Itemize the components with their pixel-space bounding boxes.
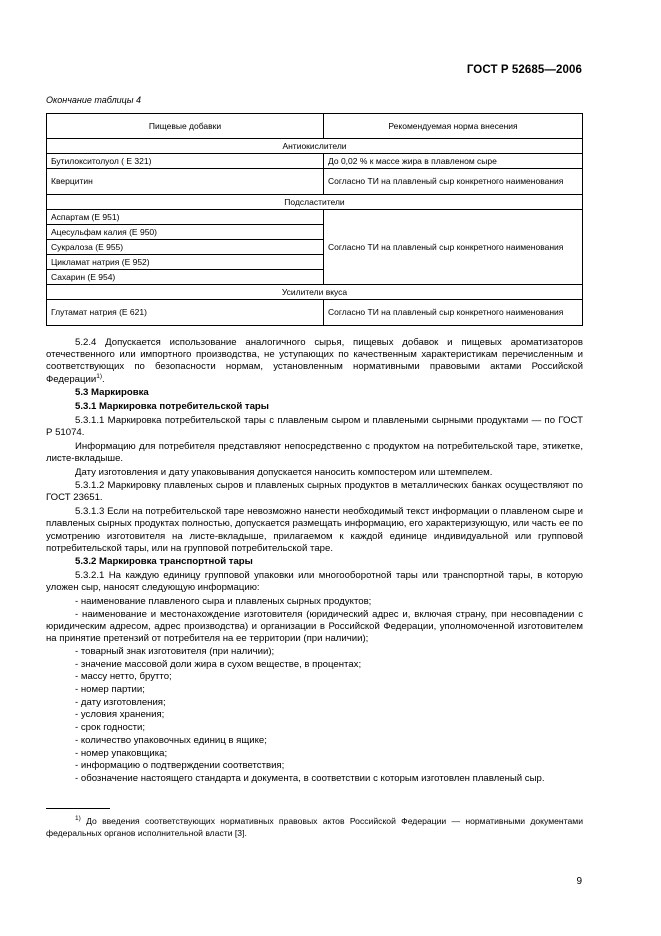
heading-5-3: 5.3 Маркировка <box>75 387 149 399</box>
paragraph-5-3-1-2: 5.3.1.2 Маркировку плавленых сыров и плавленых сырных продуктов в металлических банках осуществляют по ГОСТ 23651. <box>46 480 583 504</box>
list-item: - условия хранения; <box>75 709 165 721</box>
list-item: - количество упаковочных единиц в ящике; <box>75 734 267 746</box>
additive-name: Аспартам (Е 951) <box>47 210 324 225</box>
paragraph-5-3-1-1: 5.3.1.1 Маркировка потребительской тары с плавленым сыром и плавлеными сырными продуктами — по ГОСТ Р 51074. <box>46 414 583 438</box>
group-row-sweeteners <box>47 195 583 210</box>
list-item: - дату изготовления; <box>75 696 166 708</box>
list-item: - наименование плавленого сыра и плавленых сырных продуктов; <box>75 596 372 608</box>
footnote-reference: 1) <box>96 372 103 380</box>
group-title: Усилители вкуса <box>47 285 583 300</box>
list-item: - номер упаковщика; <box>75 747 168 759</box>
list-item: - информацию о подтверждении соответствия; <box>75 760 285 772</box>
footnote-text: До введения соответствующих нормативных правовых актов Российской Федерации — нормативными документами федеральных органов исполнительной власти [3]. <box>46 816 583 838</box>
additive-name: Сахарин (Е 954) <box>47 270 324 285</box>
paragraph-5-3-2-1: 5.3.2.1 На каждую единицу групповой упаковки или многооборотной тары или транспортной тары, в которую уложен сыр, наносят следующую информацию: <box>46 570 583 594</box>
document-code: ГОСТ Р 52685—2006 <box>466 64 582 76</box>
additive-norm: Согласно ТИ на плавленый сыр конкретного наименования <box>324 210 583 285</box>
table-row <box>47 169 583 195</box>
additive-name: Бутилокситолуол ( Е 321) <box>47 154 324 169</box>
table-row <box>47 210 583 225</box>
list-item: - значение массовой доли жира в сухом веществе, в процентах; <box>75 658 362 670</box>
footnote-mark: 1) <box>75 815 81 823</box>
additive-name: Глутамат натрия (Е 621) <box>47 300 324 326</box>
column-header-norm: Рекомендуемая норма внесения <box>324 114 583 139</box>
table-caption: Окончание таблицы 4 <box>46 95 141 105</box>
paragraph-date-marking: Дату изготовления и дату упаковывания допускается наносить компостером или штемпелем. <box>75 466 493 478</box>
table-row <box>47 154 583 169</box>
list-item: - наименование и местонахождение изготовителя (юридический адрес и, включая страну, при несовпадении с юридическим адресом, адрес производства) и организации в Российской Федерации, уполномоченной изготовителем на принятие претензий от потребителя на ее территории (при наличии); <box>46 608 583 645</box>
additive-norm: Согласно ТИ на плавленый сыр конкретного наименования <box>324 169 583 195</box>
column-header-additives: Пищевые добавки <box>47 114 324 139</box>
heading-5-3-2: 5.3.2 Маркировка транспортной тары <box>75 556 253 568</box>
table-row <box>47 300 583 326</box>
list-item: - обозначение настоящего стандарта и документа, в соответствии с которым изготовлен плавленый сыр. <box>75 772 545 784</box>
additive-name: Кверцитин <box>47 169 324 195</box>
group-row-flavor-enhancers <box>47 285 583 300</box>
group-title: Антиокислители <box>47 139 583 154</box>
paragraph-5-2-4: 5.2.4 Допускается использование аналогичного сырья, пищевых добавок и пищевых ароматизаторов отечественного или импортного производства, не уступающих по качественным характеристикам перечисленным и соответствующих по безопасности нормам, установленным нормативными правовыми актами Российской Федерации$^{1)}$. <box>46 337 583 385</box>
additive-name: Цикламат натрия (Е 952) <box>47 255 324 270</box>
heading-5-3-1: 5.3.1 Маркировка потребительской тары <box>75 401 269 413</box>
list-item: - массу нетто, брутто; <box>75 671 172 683</box>
additive-name: Ацесульфам калия (Е 950) <box>47 225 324 240</box>
additive-name: Сукралоза (Е 955) <box>47 240 324 255</box>
body-text <box>46 337 583 786</box>
footnote-divider <box>46 808 110 809</box>
group-title: Подсластители <box>47 195 583 210</box>
paragraph-5-3-1-3: 5.3.1.3 Если на потребительской таре невозможно нанести необходимый текст информации о плавленом сыре и плавленых сырных продуктах полностью, допускается размещать информацию, его характеризующую, или часть ее по усмотрению изготовителя на листе-вкладыше, прилагаемом к каждой единице индивидуальной или групповой потребительской тары, или на групповой потребительской таре. <box>46 506 583 554</box>
additives-table <box>46 113 583 326</box>
page-number: 9 <box>576 876 582 887</box>
additive-norm: До 0,02 % к массе жира в плавленом сыре <box>324 154 583 169</box>
list-item: - номер партии; <box>75 683 145 695</box>
footnote <box>46 815 583 839</box>
list-item: - срок годности; <box>75 722 146 734</box>
additive-norm: Согласно ТИ на плавленый сыр конкретного наименования <box>324 300 583 326</box>
list-item: - товарный знак изготовителя (при наличии); <box>75 645 275 657</box>
group-row-antioxidants <box>47 139 583 154</box>
table-header-row <box>47 114 583 139</box>
paragraph-consumer-info: Информацию для потребителя представляют непосредственно с продуктом на потребительской таре, этикетке, листе-вкладыше. <box>46 440 583 464</box>
